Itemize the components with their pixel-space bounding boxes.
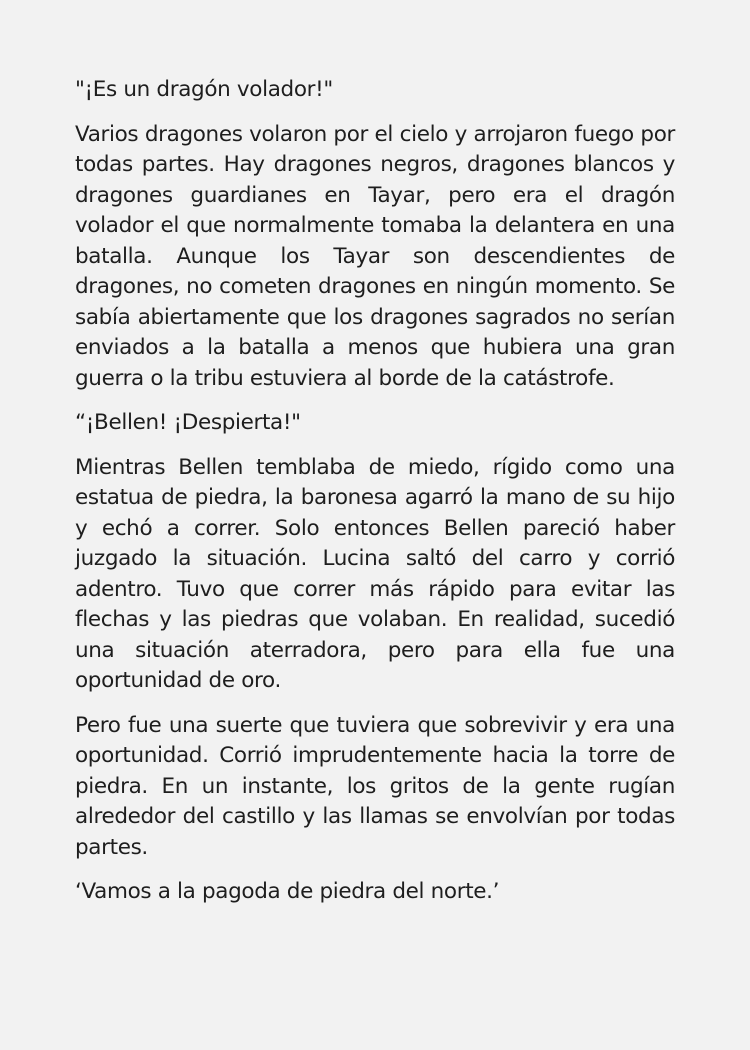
paragraph-1: Varios dragones volaron por el cielo y arrojaron fuego por todas partes. Hay dragones negros, dragones blancos y dragones guardianes en Tayar, pero era el dragón volador el que normalmente tomaba la delantera en una batalla. Aunque los Tayar son descendientes de dragones, no cometen dragones en ningún momento. Se sabía abiertamente que los dragones sagrados no serían enviados a la batalla a menos que hubiera una gran guerra o la tribu estuviera al borde de la catástrofe. <box>75 121 675 391</box>
paragraph-thought: ‘Vamos a la pagoda de piedra del norte.’ <box>75 879 500 904</box>
paragraph-dialogue-1: "¡Es un dragón volador!" <box>75 77 333 102</box>
paragraph-dialogue-2: “¡Bellen! ¡Despierta!" <box>75 410 301 435</box>
paragraph-2: Mientras Bellen temblaba de miedo, rígido como una estatua de piedra, la baronesa agarró la mano de su hijo y echó a correr. Solo entonces Bellen pareció haber juzgado la situación. Lucina saltó del carro y corrió adentro. Tuvo que correr más rápido para evitar las flechas y las piedras que volaban. En realidad, sucedió una situación aterradora, pero para ella fue una oportunidad de oro. <box>75 454 675 693</box>
document-page <box>75 75 675 922</box>
paragraph-3: Pero fue una suerte que tuviera que sobrevivir y era una oportunidad. Corrió imprudentemente hacia la torre de piedra. En un instante, los gritos de la gente rugían alrededor del castillo y las llamas se envolvían por todas partes. <box>75 712 675 860</box>
